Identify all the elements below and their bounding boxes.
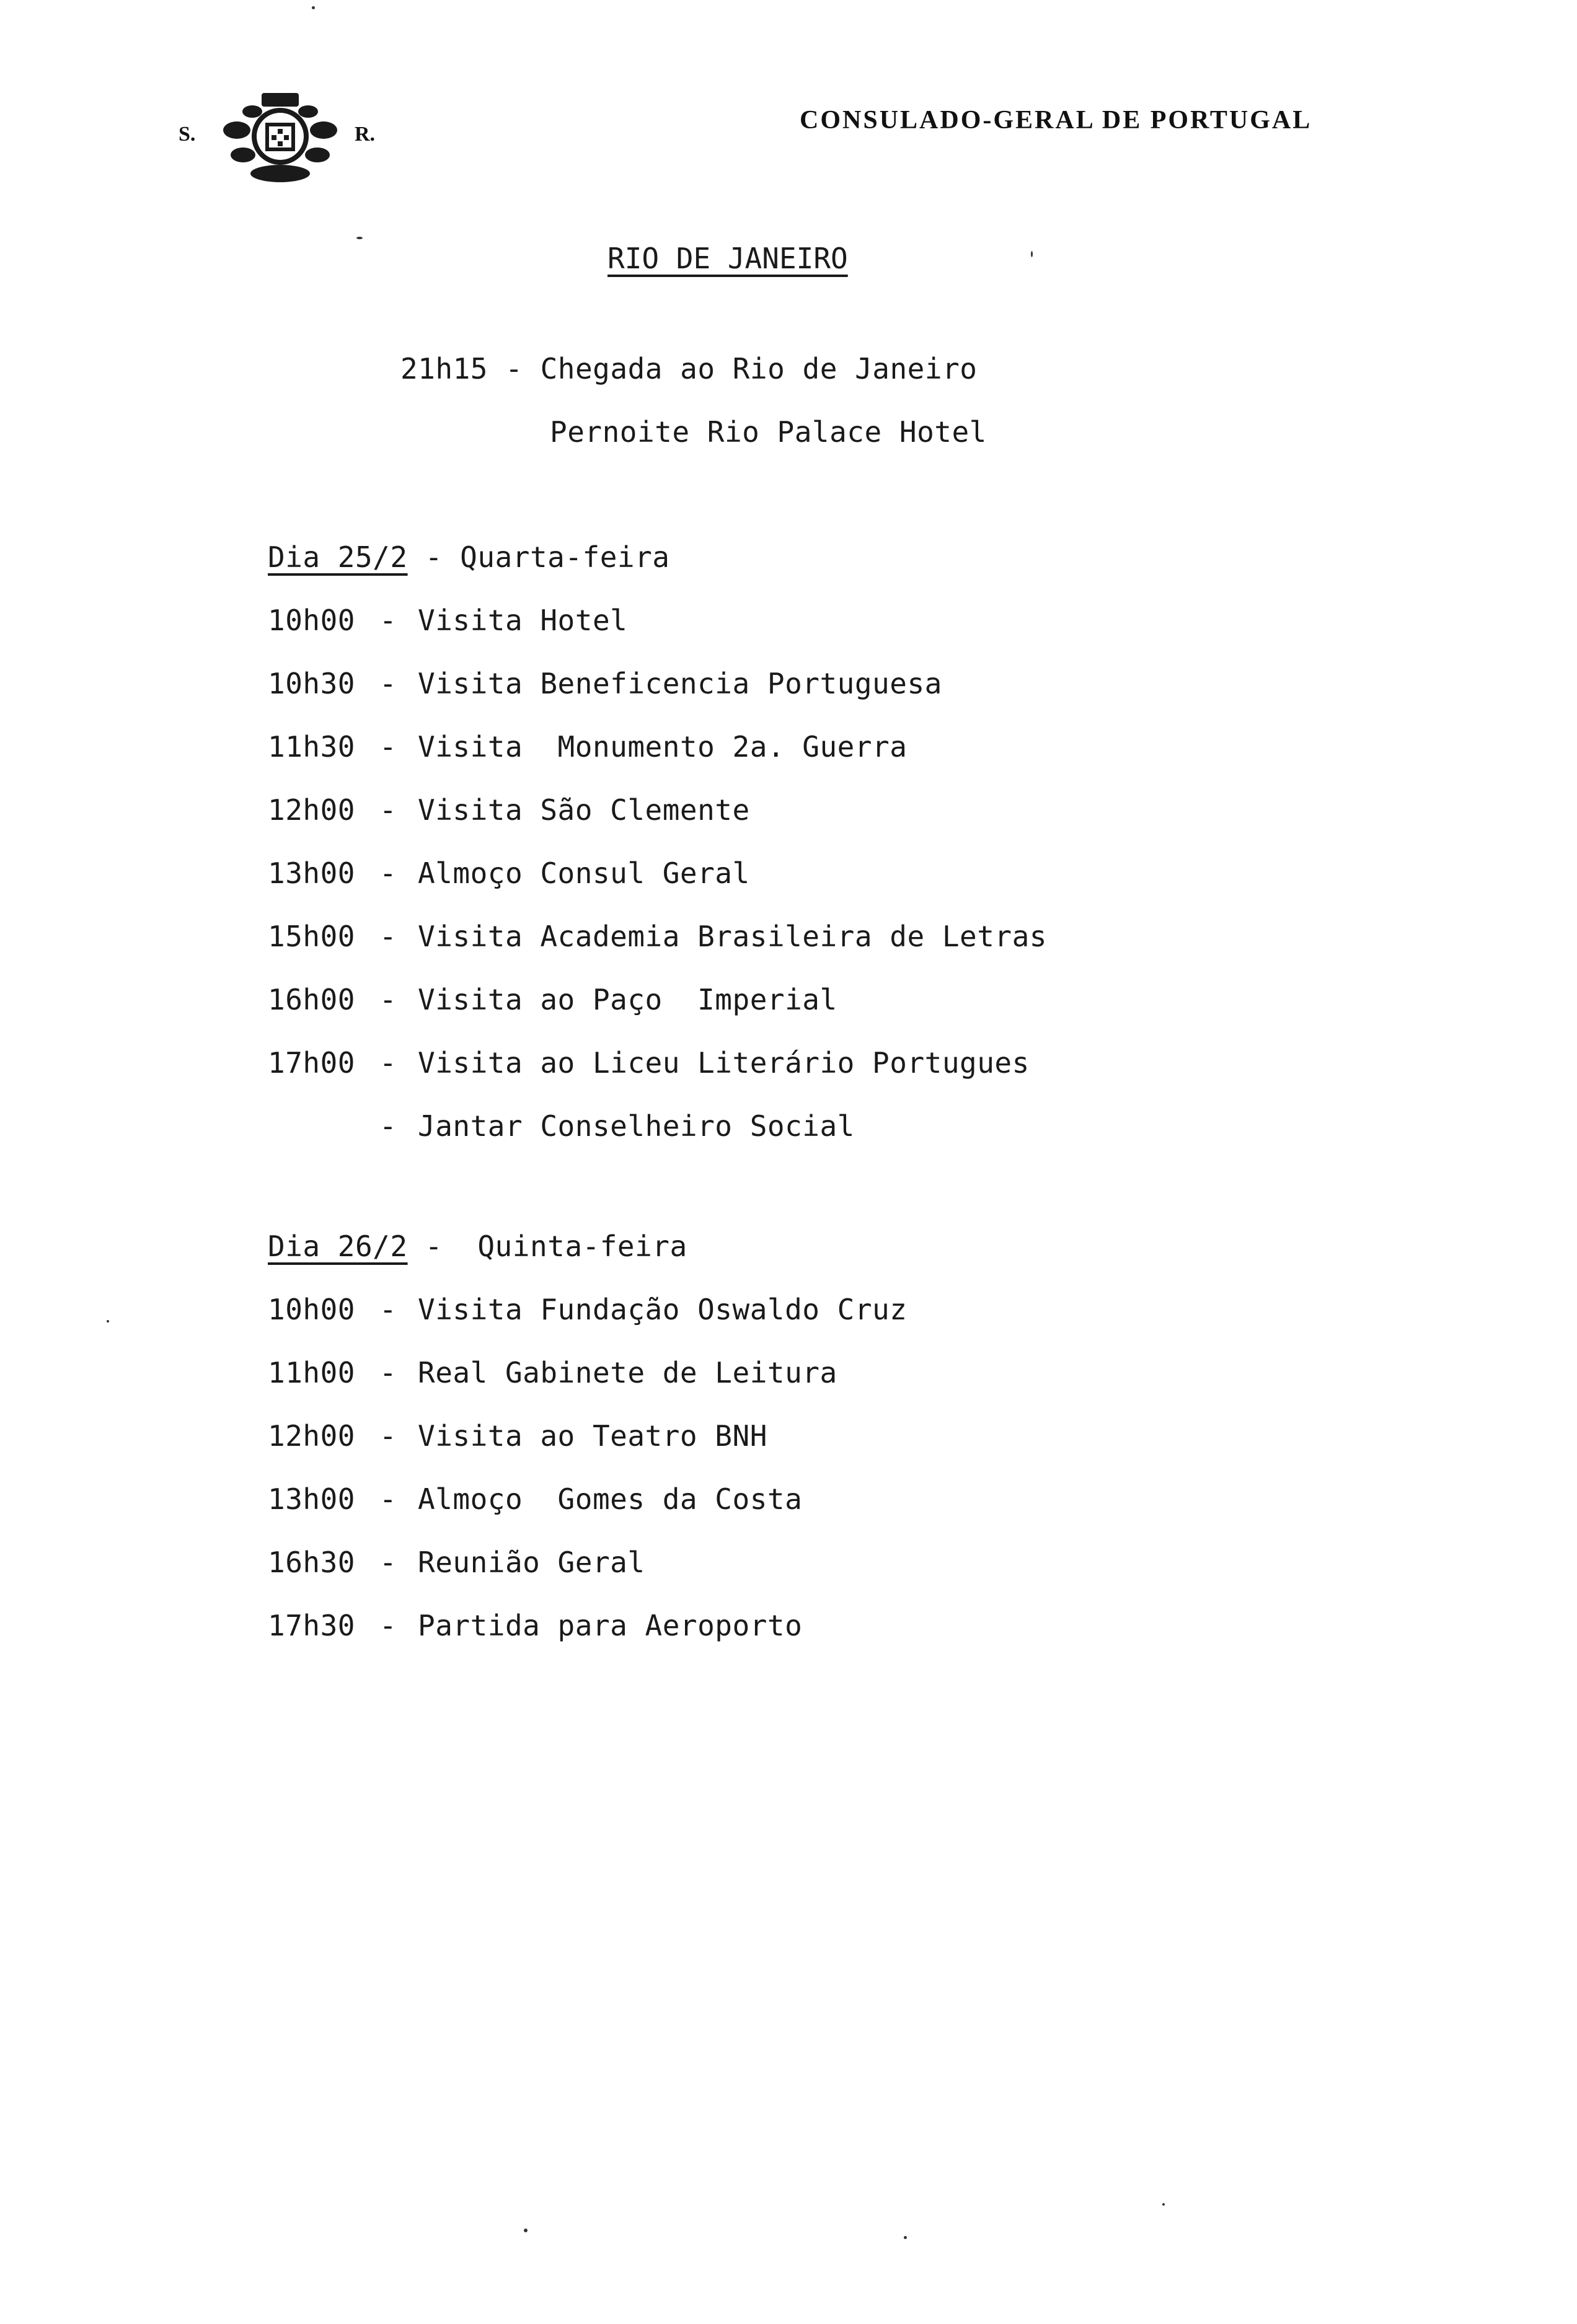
- item-text: Jantar Conselheiro Social: [418, 1109, 855, 1143]
- arrival-dash: -: [505, 352, 523, 385]
- scan-speck: [356, 237, 363, 239]
- item-time: 13h00: [268, 856, 355, 890]
- list-item: [268, 1482, 802, 1516]
- item-time: 17h30: [268, 1609, 355, 1642]
- scan-speck: [524, 2229, 528, 2232]
- list-item: [268, 1046, 1030, 1080]
- item-dash: -: [379, 1609, 397, 1642]
- item-text: Visita Academia Brasileira de Letras: [418, 920, 1047, 953]
- list-item: [268, 1546, 645, 1579]
- item-dash: -: [379, 1293, 397, 1326]
- item-text: Reunião Geral: [418, 1546, 645, 1579]
- scan-speck: [107, 1320, 109, 1323]
- list-item: [268, 1293, 907, 1326]
- list-item: [268, 920, 1047, 953]
- day2-separator: -: [425, 1230, 443, 1263]
- item-time: 10h30: [268, 667, 355, 700]
- letterhead-left-initial: S.: [179, 123, 196, 146]
- list-item: [268, 856, 750, 890]
- scan-speck: [904, 2236, 907, 2239]
- item-dash: -: [379, 1419, 397, 1453]
- arrival-note: Pernoite Rio Palace Hotel: [550, 415, 987, 449]
- arrival-time: 21h15: [400, 352, 488, 385]
- item-dash: -: [379, 1109, 397, 1143]
- item-text: Visita Monumento 2a. Guerra: [418, 730, 908, 764]
- item-time: 12h00: [268, 793, 355, 827]
- consulate-heading: CONSULADO-GERAL DE PORTUGAL: [800, 106, 1312, 134]
- day1-separator: -: [425, 540, 443, 574]
- item-time: 10h00: [268, 1293, 355, 1326]
- item-dash: -: [379, 667, 397, 700]
- scan-speck: [1162, 2203, 1165, 2206]
- scan-speck: [312, 6, 315, 9]
- item-dash: -: [379, 604, 397, 637]
- item-text: Visita Fundação Oswaldo Cruz: [418, 1293, 908, 1326]
- item-dash: -: [379, 1482, 397, 1516]
- letterhead-right-initial: R.: [355, 123, 376, 146]
- arrival-text: Chegada ao Rio de Janeiro: [540, 352, 978, 385]
- day1-heading: [268, 540, 670, 574]
- item-time: 17h00: [268, 1046, 355, 1080]
- list-item: [268, 793, 750, 827]
- item-time: 16h30: [268, 1546, 355, 1579]
- list-item: [268, 604, 627, 637]
- list-item: [268, 1109, 855, 1143]
- item-time: 16h00: [268, 983, 355, 1016]
- item-dash: -: [379, 1546, 397, 1579]
- day2-heading: [268, 1230, 687, 1263]
- item-time: 10h00: [268, 604, 355, 637]
- list-item: [268, 730, 907, 764]
- item-time: 11h30: [268, 730, 355, 764]
- day1-weekday: Quarta-feira: [460, 540, 670, 574]
- list-item: [268, 1609, 802, 1642]
- item-text: Partida para Aeroporto: [418, 1609, 803, 1642]
- item-time: 15h00: [268, 920, 355, 953]
- list-item: [268, 1419, 767, 1453]
- day1-date: Dia 25/2: [268, 540, 408, 574]
- item-dash: -: [379, 793, 397, 827]
- item-text: Visita São Clemente: [418, 793, 750, 827]
- item-dash: -: [379, 920, 397, 953]
- page-title: RIO DE JANEIRO: [607, 242, 848, 275]
- item-text: Almoço Gomes da Costa: [418, 1482, 803, 1516]
- item-time: 12h00: [268, 1419, 355, 1453]
- item-time: 13h00: [268, 1482, 355, 1516]
- day2-date: Dia 26/2: [268, 1230, 408, 1263]
- item-time: 11h00: [268, 1356, 355, 1389]
- item-text: Visita Hotel: [418, 604, 628, 637]
- item-text: Visita ao Liceu Literário Portugues: [418, 1046, 1030, 1080]
- list-item: [268, 667, 942, 700]
- item-text: Visita ao Paço Imperial: [418, 983, 837, 1016]
- item-text: Visita ao Teatro BNH: [418, 1419, 767, 1453]
- item-dash: -: [379, 1046, 397, 1080]
- scan-speck: [1031, 251, 1033, 257]
- item-text: Real Gabinete de Leitura: [418, 1356, 837, 1389]
- item-dash: -: [379, 1356, 397, 1389]
- item-text: Visita Beneficencia Portuguesa: [418, 667, 942, 700]
- item-dash: -: [379, 856, 397, 890]
- coat-of-arms-icon: [218, 87, 342, 186]
- arrival-line: [400, 352, 977, 385]
- list-item: [268, 1356, 837, 1389]
- item-dash: -: [379, 983, 397, 1016]
- letterhead-seal-block: [174, 87, 384, 186]
- item-text: Almoço Consul Geral: [418, 856, 750, 890]
- item-dash: -: [379, 730, 397, 764]
- list-item: [268, 983, 837, 1016]
- day2-weekday: Quinta-feira: [477, 1230, 687, 1263]
